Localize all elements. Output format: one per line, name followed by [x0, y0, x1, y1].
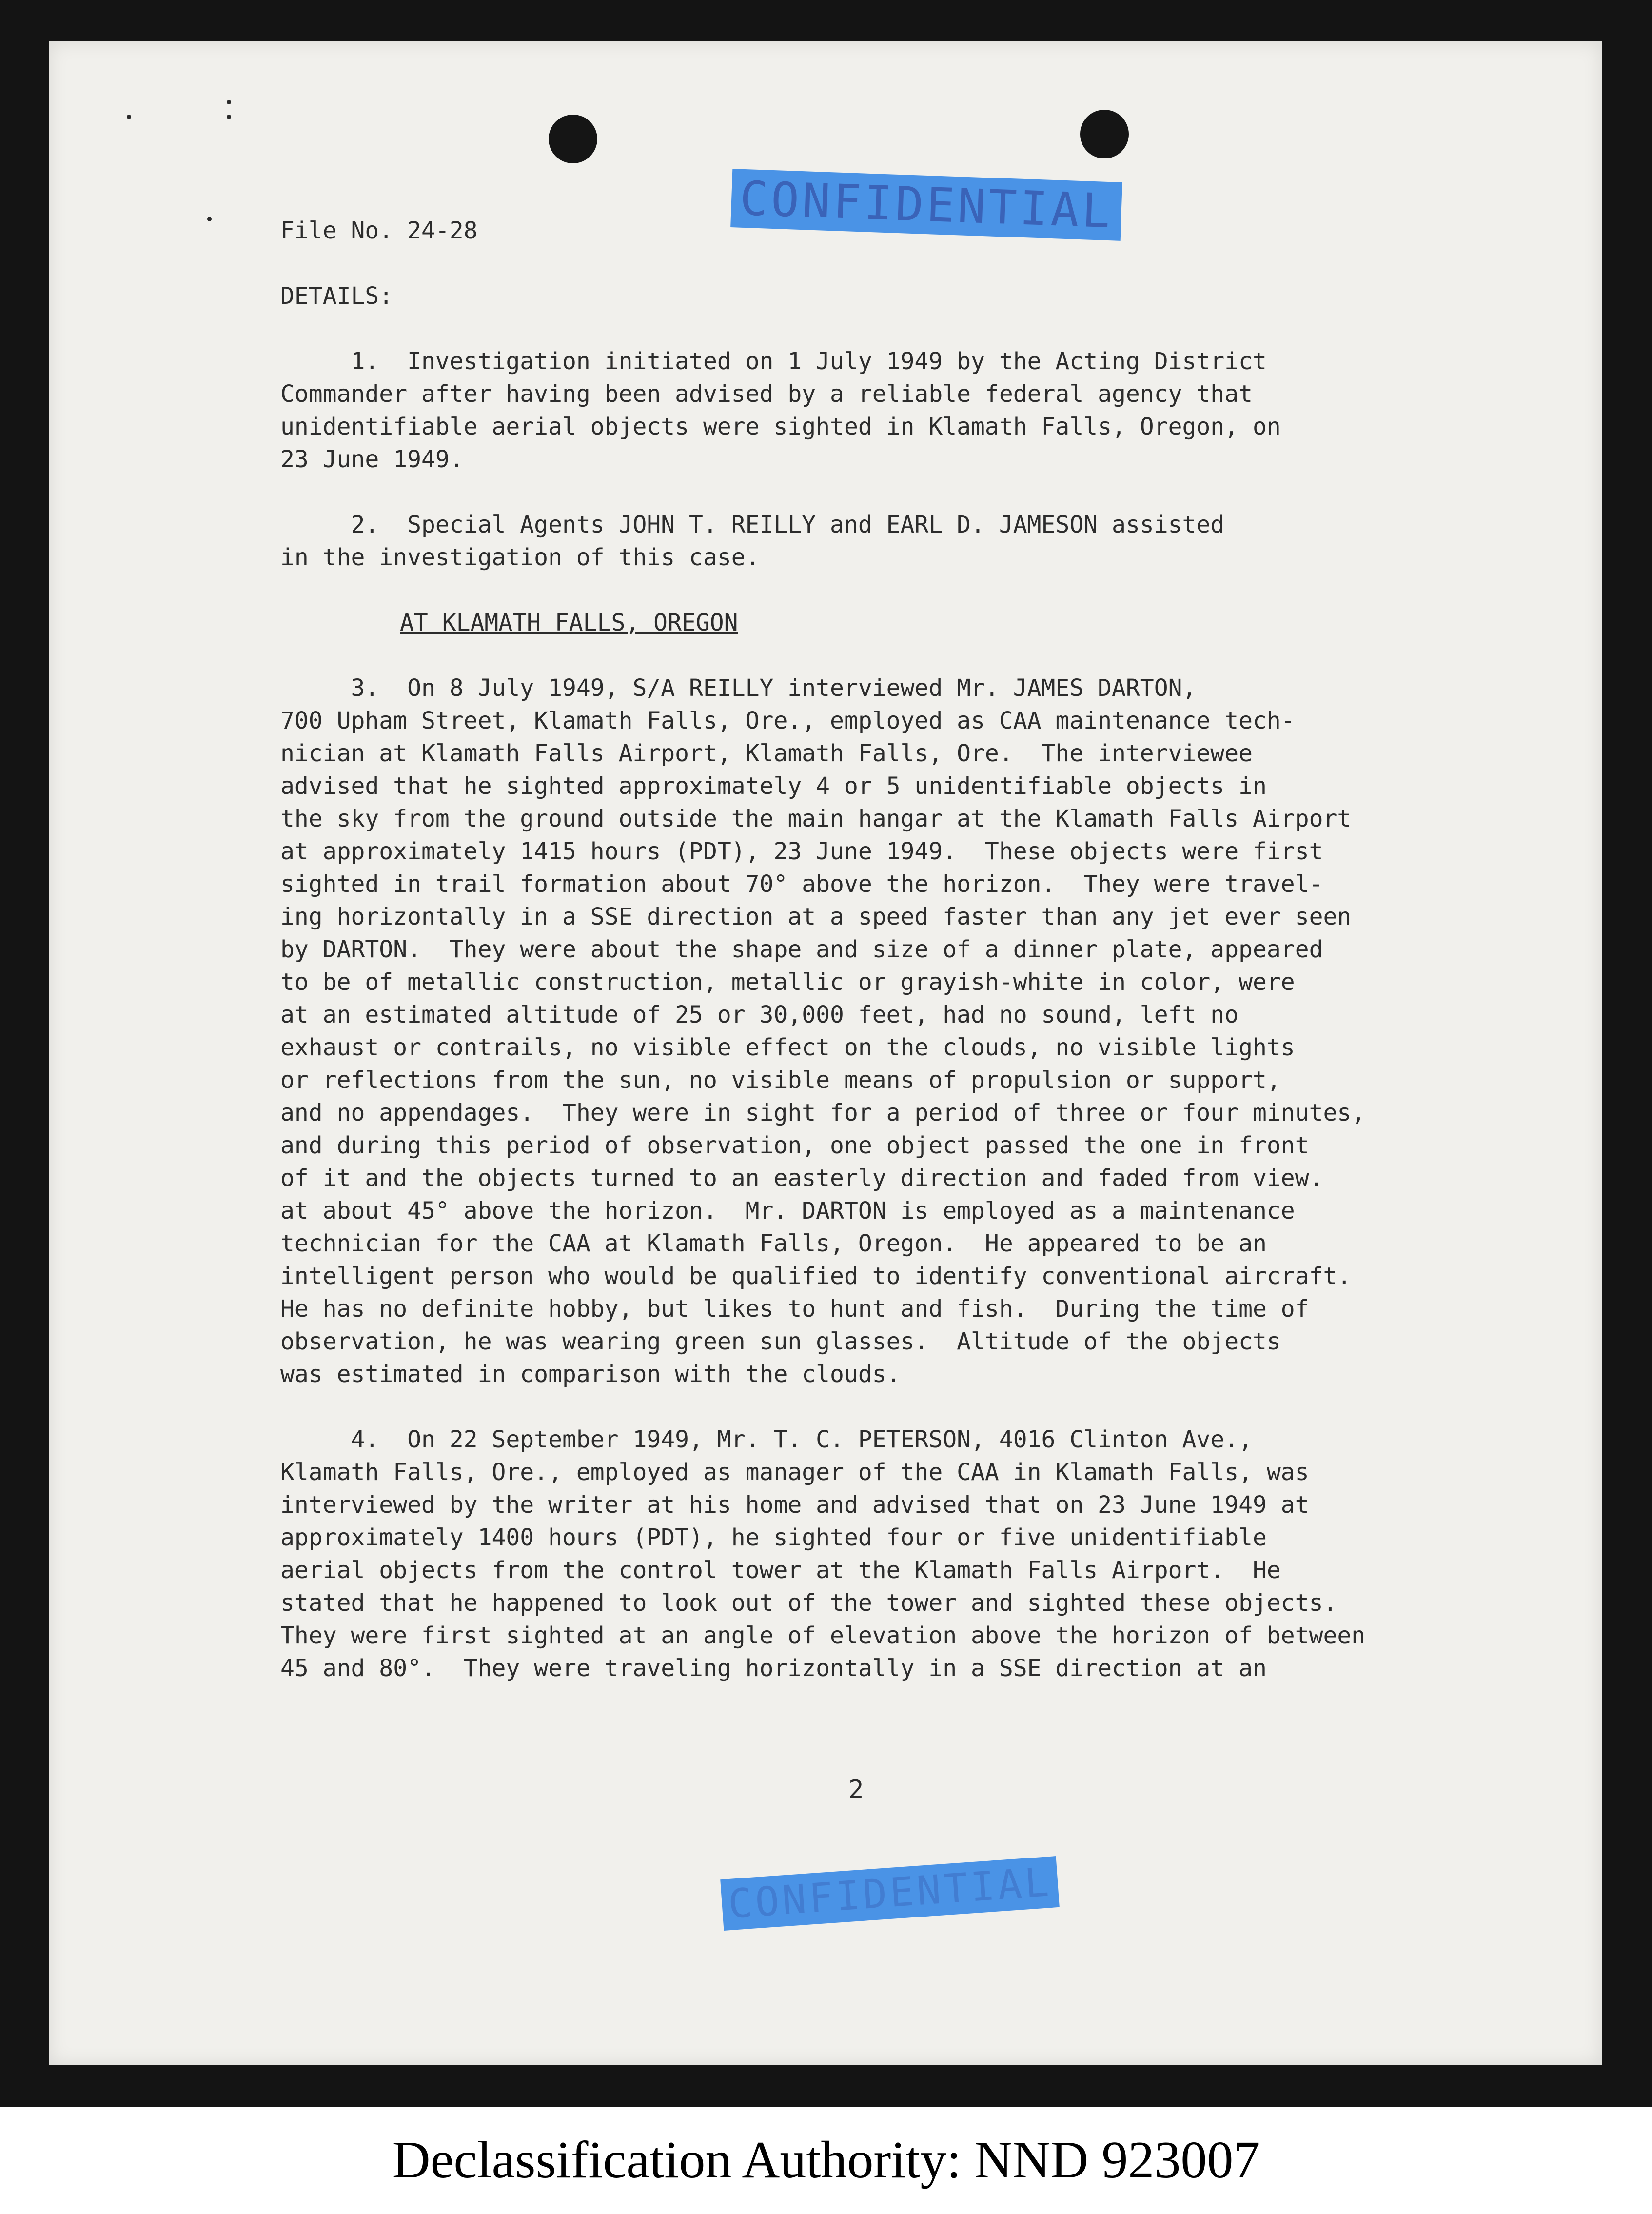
paragraph-line: at an estimated altitude of 25 or 30,000 feet, had no sound, left no — [280, 1001, 1239, 1028]
file-number: File No. 24-28 — [280, 217, 478, 244]
paragraph-line: the sky from the ground outside the main hangar at the Klamath Falls Airport — [280, 805, 1352, 832]
paragraph-line: stated that he happened to look out of the tower and sighted these objects. — [280, 1589, 1337, 1617]
paragraph-line: observation, he was wearing green sun glasses. Altitude of the objects — [280, 1328, 1281, 1355]
stamp-text: CONFIDENTIAL — [739, 171, 1114, 239]
paragraph-line: 3. On 8 July 1949, S/A REILLY interviewed Mr. JAMES DARTON, — [280, 674, 1197, 702]
paragraph-line: exhaust or contrails, no visible effect on the clouds, no visible lights — [280, 1034, 1295, 1061]
paragraph-line: 1. Investigation initiated on 1 July 1949 by the Acting District — [280, 348, 1267, 375]
punch-hole-right — [1080, 110, 1129, 158]
paragraph-line: to be of metallic construction, metallic or grayish-white in color, were — [280, 969, 1295, 996]
paragraph-line: nician at Klamath Falls Airport, Klamath Falls, Ore. The interviewee — [280, 740, 1253, 767]
paragraph-line: advised that he sighted approximately 4 or 5 unidentifiable objects in — [280, 772, 1267, 800]
paragraph-line: technician for the CAA at Klamath Falls, Oregon. He appeared to be an — [280, 1230, 1267, 1257]
paragraph-line: was estimated in comparison with the clouds. — [280, 1361, 901, 1388]
paragraph-1 — [280, 345, 1509, 476]
paragraph-line: intelligent person who would be qualified to identify conventional aircraft. — [280, 1263, 1352, 1290]
paragraph-line: aerial objects from the control tower at the Klamath Falls Airport. He — [280, 1557, 1281, 1584]
paragraph-line: approximately 1400 hours (PDT), he sighted four or five unidentifiable — [280, 1524, 1267, 1551]
paragraph-line: ing horizontally in a SSE direction at a speed faster than any jet ever seen — [280, 903, 1352, 930]
section-heading: AT KLAMATH FALLS, OREGON — [400, 609, 738, 636]
paragraph-line: He has no definite hobby, but likes to hunt and fish. During the time of — [280, 1295, 1309, 1323]
paragraph-line: 45 and 80°. They were traveling horizontally in a SSE direction at an — [280, 1655, 1267, 1682]
page-number: 2 — [848, 1775, 864, 1804]
paragraph-line: 23 June 1949. — [280, 446, 464, 473]
typed-text-body — [280, 215, 1509, 1685]
stamp-text: CONFIDENTIAL — [727, 1858, 1053, 1928]
paragraph-line: by DARTON. They were about the shape and size of a dinner plate, appeared — [280, 936, 1323, 963]
paragraph-line: interviewed by the writer at his home and advised that on 23 June 1949 at — [280, 1491, 1309, 1519]
paragraph-line: sighted in trail formation about 70° above the horizon. They were travel- — [280, 870, 1323, 898]
paragraph-2 — [280, 509, 1509, 574]
paragraph-line: 4. On 22 September 1949, Mr. T. C. PETERSON, 4016 Clinton Ave., — [280, 1426, 1253, 1453]
paragraph-line: at approximately 1415 hours (PDT), 23 June 1949. These objects were first — [280, 838, 1323, 865]
details-label: DETAILS: — [280, 282, 393, 310]
paragraph-line: Klamath Falls, Ore., employed as manager of the CAA in Klamath Falls, was — [280, 1459, 1309, 1486]
declassification-footer: Declassification Authority: NND 923007 — [392, 2131, 1260, 2189]
scan-speck — [127, 115, 131, 119]
paragraph-line: and no appendages. They were in sight for a period of three or four minutes, — [280, 1099, 1366, 1127]
paragraph-3 — [280, 672, 1509, 1391]
paragraph-line: They were first sighted at an angle of elevation above the horizon of between — [280, 1622, 1366, 1649]
paragraph-line: unidentifiable aerial objects were sighted in Klamath Falls, Oregon, on — [280, 413, 1281, 440]
paragraph-line: at about 45° above the horizon. Mr. DARTON is employed as a maintenance — [280, 1197, 1295, 1225]
scan-speck — [227, 115, 231, 119]
paragraph-line: in the investigation of this case. — [280, 544, 760, 571]
paragraph-line: Commander after having been advised by a reliable federal agency that — [280, 380, 1253, 408]
scan-speck — [207, 217, 212, 221]
paragraph-line: and during this period of observation, one object passed the one in front — [280, 1132, 1309, 1159]
punch-hole-left — [549, 115, 597, 163]
paragraph-4 — [280, 1423, 1509, 1685]
paragraph-line: or reflections from the sun, no visible means of propulsion or support, — [280, 1067, 1281, 1094]
paragraph-line: 700 Upham Street, Klamath Falls, Ore., employed as CAA maintenance tech- — [280, 707, 1295, 734]
scan-speck — [227, 100, 231, 104]
paragraph-line: 2. Special Agents JOHN T. REILLY and EARL D. JAMESON assisted — [280, 511, 1225, 538]
paragraph-line: of it and the objects turned to an easterly direction and faded from view. — [280, 1165, 1323, 1192]
